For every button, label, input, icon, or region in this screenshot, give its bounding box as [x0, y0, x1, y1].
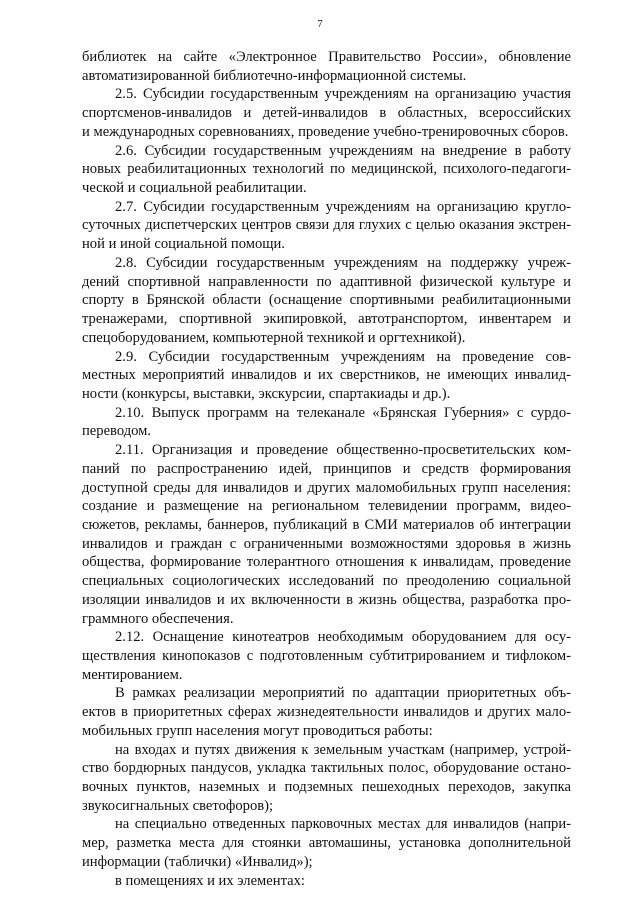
- text-line: специальных социологических исследований по преодолению социальной: [82, 573, 571, 590]
- text-line: новых реабилитационных технологий по медицинской, психолого-педагоги-: [82, 161, 571, 178]
- text-line: 2.12. Оснащение кинотеатров необходимым оборудованием для осу-: [115, 629, 571, 646]
- text-line: 2.9. Субсидии государственным учреждениям на проведение сов-: [115, 348, 571, 365]
- text-line: переводом.: [82, 423, 152, 440]
- text-line: 2.10. Выпуск программ на телеканале «Брянская Губерния» с сурдо-: [115, 404, 571, 421]
- text-line: инвалидов и граждан с ограниченными возможностями здоровья в жизнь: [82, 535, 571, 552]
- text-line: сюжетов, рекламы, баннеров, публикаций в СМИ материалов об интеграции: [82, 516, 571, 533]
- text-line: В рамках реализации мероприятий по адаптации приоритетных объ-: [115, 685, 571, 702]
- text-line: мер, разметка места для стоянки автомашины, установка дополнительной: [82, 835, 571, 852]
- text-line: информации (таблички) «Инвалид»);: [82, 853, 313, 870]
- text-line: создание и размещение на региональном телевидении программ, видео-: [82, 498, 571, 515]
- text-line: тренажерами, спортивной экипировкой, автотранспортом, инвентарем и: [82, 311, 571, 328]
- text-line: автоматизированной библиотечно-информационной системы.: [82, 67, 467, 84]
- text-line: спорту в Брянской области (оснащение спортивными реабилитационными: [82, 292, 571, 309]
- text-line: ментированием.: [82, 666, 183, 683]
- text-line: ство бордюрных пандусов, укладка тактильных полос, оборудование остано-: [82, 760, 571, 777]
- text-line: звукосигнальных светофоров);: [82, 797, 274, 814]
- text-line: общества, формирование толерантного отношения к инвалидам, проведение: [82, 554, 571, 571]
- text-line: в помещениях и их элементах:: [115, 872, 305, 889]
- text-line: 2.5. Субсидии государственным учреждениям на организацию участия: [115, 86, 571, 103]
- text-line: и международных соревнованиях, проведение учебно-тренировочных сборов.: [82, 123, 569, 140]
- text-line: изоляции инвалидов и их включенности в жизнь общества, разработка про-: [82, 591, 571, 608]
- text-line: ной и иной социальной помощи.: [82, 236, 285, 253]
- text-line: доступной среды для инвалидов и других маломобильных групп населения:: [82, 479, 571, 496]
- text-line: ческой и социальной реабилитации.: [82, 180, 307, 197]
- document-body: [82, 48, 571, 890]
- text-line: местных мероприятий инвалидов и их сверстников, не имеющих инвалид-: [82, 367, 571, 384]
- text-line: 2.8. Субсидии государственным учреждениям на поддержку учреж-: [115, 254, 571, 271]
- text-line: граммного обеспечения.: [82, 610, 234, 627]
- text-line: 2.6. Субсидии государственным учреждениям на внедрение в работу: [115, 142, 571, 159]
- text-line: библиотек на сайте «Электронное Правительство России», обновление: [82, 49, 571, 65]
- text-line: паний по распространению идей, принципов и средств формирования: [82, 460, 571, 477]
- text-line: ществления кинопоказов с подготовленным субтитрированием и тифлоком-: [82, 648, 571, 664]
- text-line: спецоборудованием, компьютерной техникой и оргтехникой).: [82, 329, 466, 346]
- text-line: дений спортивной направленности по адаптивной физической культуре и: [82, 273, 571, 290]
- text-line: ности (конкурсы, выставки, экскурсии, спартакиады и др.).: [82, 385, 451, 402]
- text-line: на специально отведенных парковочных местах для инвалидов (напри-: [115, 816, 571, 833]
- text-line: суточных диспетчерских центров связи для глухих с целью оказания экстрен-: [82, 217, 571, 234]
- text-line: вочных пунктов, наземных и подземных пешеходных переходов, закупка: [82, 779, 571, 796]
- text-line: 2.7. Субсидии государственным учреждениям на организацию кругло-: [115, 198, 571, 215]
- text-line: ектов в приоритетных сферах жизнедеятельности инвалидов и других мало-: [82, 704, 571, 721]
- text-line: спортсменов-инвалидов и детей-инвалидов в областных, всероссийских: [82, 105, 571, 122]
- text-line: на входах и путях движения к земельным участкам (например, устрой-: [115, 741, 571, 758]
- text-line: мобильных групп населения могут проводиться работы:: [82, 722, 433, 739]
- page-number: 7: [317, 18, 323, 30]
- text-line: 2.11. Организация и проведение общественно-просветительских ком-: [115, 442, 571, 459]
